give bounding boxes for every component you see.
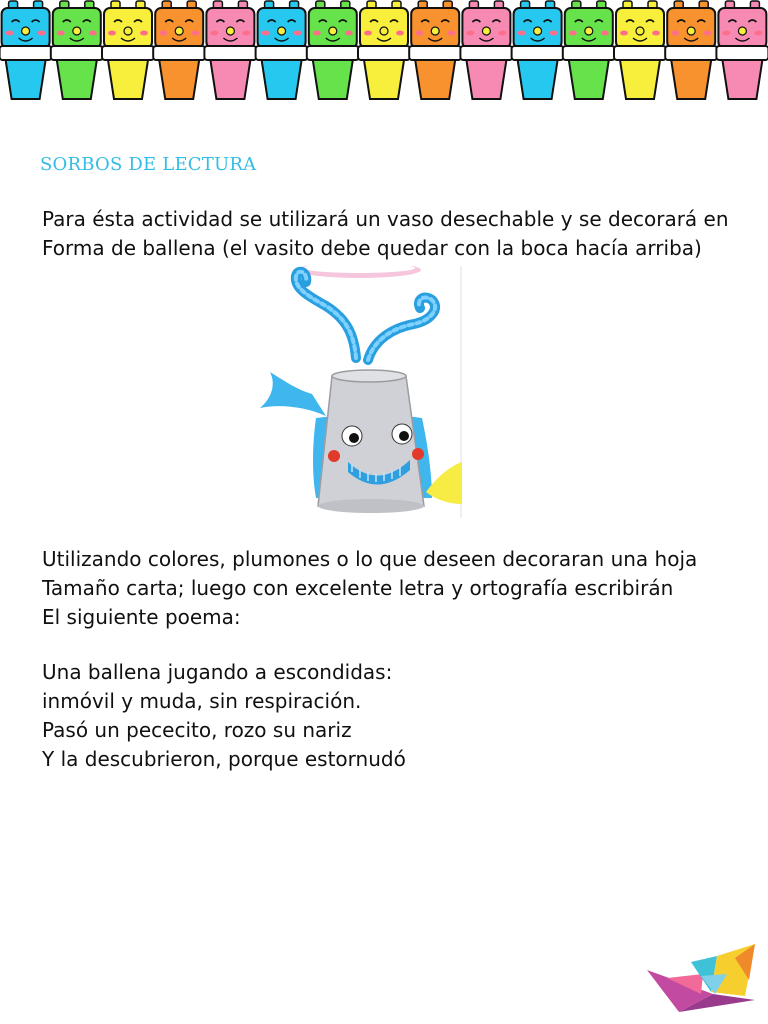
smiling-cup-icon <box>665 1 717 99</box>
smiling-cup-icon <box>102 1 154 99</box>
smiling-cup-icon <box>358 1 410 99</box>
poem <box>42 658 758 774</box>
intro-line: Forma de ballena (el vasito debe quedar con la boca hacía arriba) <box>42 236 702 260</box>
instructions-line: Utilizando colores, plumones o lo que deseen decoraran una hoja <box>42 547 698 571</box>
smiling-cup-icon <box>460 1 512 99</box>
intro-line: Para ésta actividad se utilizará un vaso desechable y se decorará en <box>42 207 729 231</box>
section-title: SORBOS DE LECTURA <box>40 154 257 175</box>
cup-character-border <box>0 0 768 102</box>
smiling-cup-icon <box>716 1 768 99</box>
smiling-cup-icon <box>51 1 103 99</box>
poem-line: Pasó un pececito, rozo su nariz <box>42 718 352 742</box>
paper-boat-icon <box>645 940 757 1014</box>
smiling-cup-icon <box>307 1 359 99</box>
smiling-cup-icon <box>0 1 52 99</box>
instructions-paragraph <box>42 545 758 632</box>
smiling-cup-icon <box>563 1 615 99</box>
poem-line: Una ballena jugando a escondidas: <box>42 660 393 684</box>
smiling-cup-icon <box>153 1 205 99</box>
smiling-cup-icon <box>409 1 461 99</box>
instructions-line: El siguiente poema: <box>42 605 241 629</box>
smiling-cup-icon <box>204 1 256 99</box>
poem-line: Y la descubrieron, porque estornudó <box>42 747 406 771</box>
instructions-line: Tamaño carta; luego con excelente letra y ortografía escribirán <box>42 576 674 600</box>
intro-paragraph <box>42 205 758 263</box>
whale-cup-craft-image <box>256 266 462 518</box>
smiling-cup-icon <box>256 1 308 99</box>
poem-line: inmóvil y muda, sin respiración. <box>42 689 362 713</box>
smiling-cup-icon <box>614 1 666 99</box>
smiling-cup-icon <box>512 1 564 99</box>
